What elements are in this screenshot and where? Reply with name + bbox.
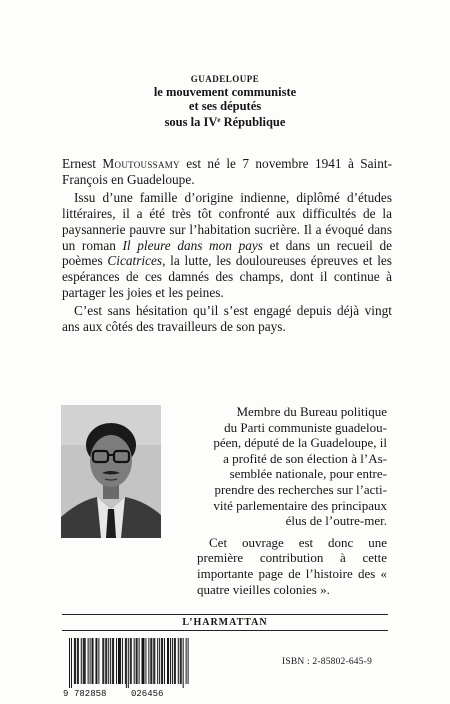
barcode-bar [78, 638, 79, 684]
barcode-bar [157, 638, 158, 684]
barcode-bar [175, 638, 176, 684]
barcode-digit-left: 9 [63, 689, 69, 698]
isbn-number: ISBN : 2-85802-645-9 [282, 657, 373, 667]
publisher-rule-bottom [62, 630, 388, 631]
author-role-text [197, 404, 387, 601]
barcode-bar [126, 638, 127, 688]
barcode-bar [139, 638, 140, 684]
barcode-bar [128, 638, 129, 688]
barcode-bar [102, 638, 103, 684]
barcode-bar [83, 638, 84, 684]
title-line-3-sup: e [217, 116, 221, 124]
barcode-graphic [61, 636, 191, 698]
barcode-bar [120, 638, 121, 684]
barcode-bar [168, 638, 169, 684]
title-kicker: GUADELOUPE [190, 74, 260, 84]
barcode-bar [186, 638, 187, 684]
barcode-bar [137, 638, 138, 684]
barcode-bar [183, 638, 184, 688]
barcode-digits-right: 026456 [131, 689, 164, 698]
barcode-bar [92, 638, 93, 684]
barcode-bar [75, 638, 76, 684]
barcode-bar [148, 638, 149, 684]
book-title-novel: Il pleure dans mon pays [122, 237, 263, 253]
barcode-bar [136, 638, 137, 684]
barcode-bar [178, 638, 179, 684]
barcode-bar [131, 638, 132, 684]
barcode-bar [84, 638, 85, 684]
title-line-1: le mouvement communiste [153, 85, 297, 99]
membre-line: a profité de son élection à l’As- [223, 450, 387, 466]
barcode-bar [81, 638, 82, 684]
author-first-name: Ernest [62, 156, 96, 171]
barcode-bar [153, 638, 154, 684]
bio-p2-after: , la lutte, les douloureuses épreuves et les espérances de ces damnés des champs, dont il continue à partager les joies et les peines. [62, 253, 392, 300]
publisher-name: L’HARMATTAN [182, 617, 268, 628]
barcode-bar [180, 638, 181, 684]
barcode-bar [150, 638, 151, 684]
barcode-digits-mid: 782858 [74, 689, 107, 698]
barcode-bar [167, 638, 168, 684]
barcode-bar [130, 638, 131, 684]
barcode-bar [85, 638, 86, 684]
bio-paragraph-3: C’est sans hésitation qu’il s’est engagé depuis déjà vingt ans aux côtés des travailleurs de son pays. [62, 303, 392, 335]
barcode-bar [77, 638, 78, 684]
title-line-3-suffix: République [220, 115, 286, 129]
book-title-poems: Cicatrices [107, 253, 163, 269]
barcode-bar [143, 638, 144, 684]
barcode-bar [159, 638, 160, 684]
barcode-bar [112, 638, 113, 684]
barcode [61, 636, 191, 698]
barcode-bar [116, 638, 117, 684]
barcode-bar [88, 638, 89, 684]
membre-paragraph-2: Cet ouvrage est donc une première contribution à cette importante page de l’histoire des « quatre vieilles colonies ». [197, 534, 387, 597]
barcode-bar [119, 638, 120, 684]
barcode-bar [188, 638, 189, 684]
barcode-bar [71, 638, 72, 688]
membre-line: péen, député de la Guadeloupe, il [213, 435, 387, 451]
barcode-bar [90, 638, 91, 684]
barcode-bar [174, 638, 175, 684]
publisher-rule-top [62, 614, 388, 615]
barcode-bar [95, 638, 96, 684]
barcode-bar [170, 638, 171, 684]
membre-line: semblée nationale, pour entre- [229, 466, 387, 482]
membre-paragraph-1 [197, 404, 387, 529]
barcode-bar [172, 638, 173, 684]
barcode-bar [113, 638, 114, 684]
barcode-bar [181, 638, 182, 684]
membre-line: Membre du Bureau politique [236, 404, 387, 419]
membre-line: du Parti communiste guadelou- [224, 419, 387, 435]
bio-paragraph-2 [62, 190, 392, 300]
barcode-bar [134, 638, 135, 684]
barcode-bar [93, 638, 94, 684]
bio-p2-before: Issu d’une famille d’origine indienne, diplômé d’études littéraires, il a été très tôt confronté aux difficultés de la paysannerie pauvre sur l’habitation sucrière. Il a évoqué dans un roman [62, 190, 392, 253]
author-biography [62, 156, 392, 338]
barcode-bar [103, 638, 104, 684]
barcode-bar [164, 638, 165, 684]
bio-p2-middle: et dans un recueil de poèmes [62, 237, 393, 269]
barcode-bar [118, 638, 119, 684]
barcode-bar [106, 638, 107, 684]
barcode-bar [110, 638, 111, 684]
barcode-bar [162, 638, 163, 684]
author-photo [61, 405, 161, 538]
bio-p1-rest: est né le 7 novembre 1941 à Saint-François en Guadeloupe. [62, 156, 392, 187]
membre-line: prendre des recherches sur l’acti- [214, 481, 387, 497]
author-last-name: Moutoussamy [102, 156, 180, 171]
title-line-3 [0, 113, 450, 129]
cover-title-block [0, 73, 450, 129]
barcode-bar [154, 638, 155, 684]
title-line-2: et ses députés [188, 99, 262, 113]
barcode-bar [161, 638, 162, 684]
barcode-bar [108, 638, 109, 684]
barcode-bar [151, 638, 152, 684]
barcode-bar [98, 638, 99, 684]
barcode-bar [96, 638, 97, 684]
title-line-3-prefix: sous la IV [164, 115, 218, 129]
membre-line: vité parlementaire des principaux [213, 497, 387, 513]
barcode-bar [142, 638, 143, 684]
barcode-bar [122, 638, 123, 684]
barcode-bar [143, 638, 144, 684]
barcode-bar [145, 638, 146, 684]
barcode-bar [69, 638, 70, 688]
membre-line: élus de l’outre-mer. [285, 513, 387, 529]
barcode-bar [105, 638, 106, 684]
barcode-bar [74, 638, 75, 684]
bio-paragraph-1 [62, 156, 392, 187]
barcode-bar [125, 638, 126, 684]
